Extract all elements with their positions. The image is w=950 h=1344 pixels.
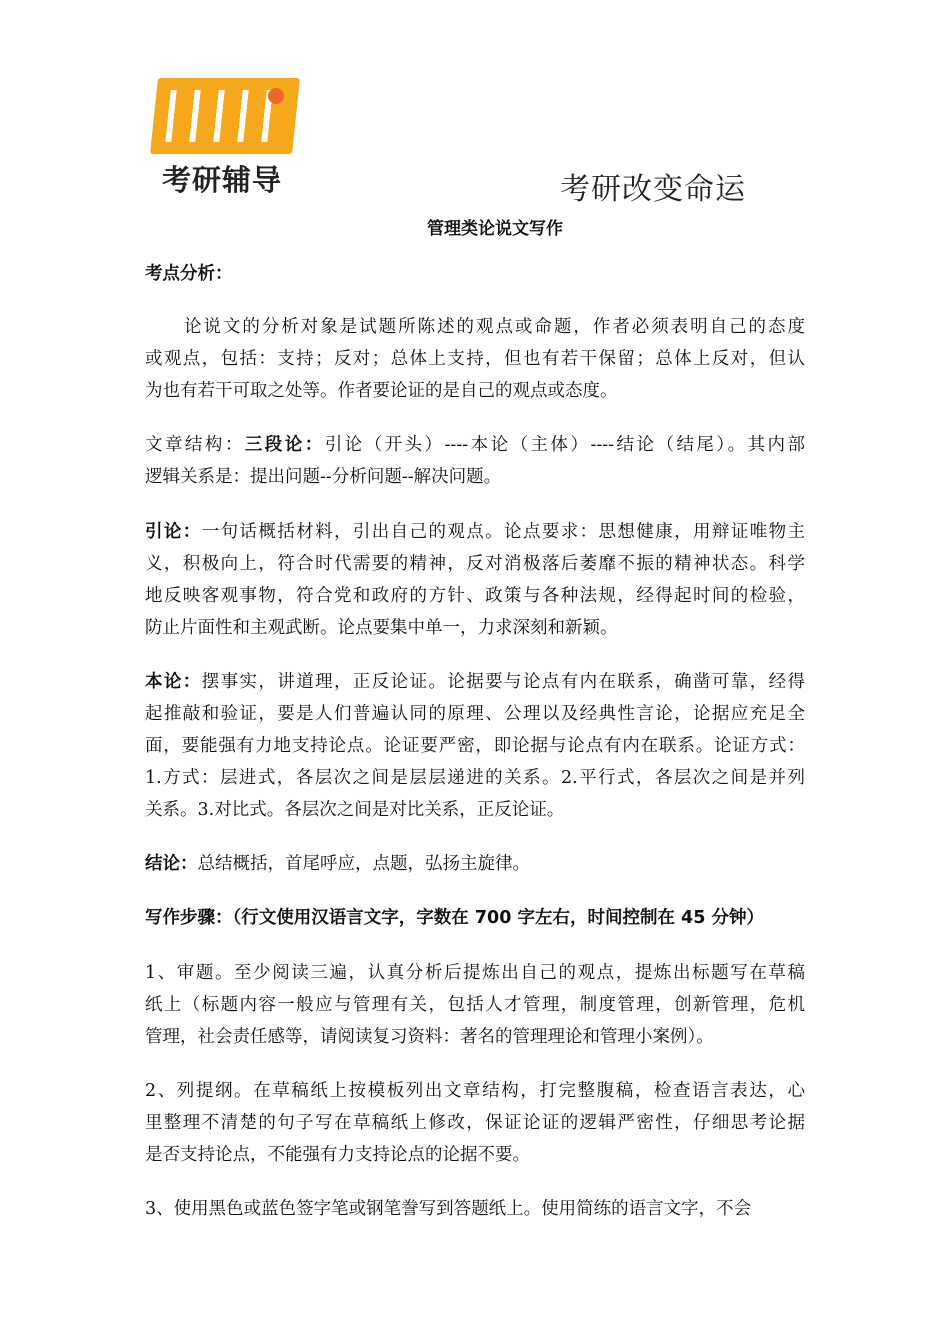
text-segment: 为也有若干可取之处等。作者要论证的是自己的观点或态度。: [145, 381, 618, 401]
text-line: [145, 1193, 805, 1225]
text-segment: 起推敲和验证，要是人们普遍认同的原理、公理以及经典性言论，论据应充足全: [145, 704, 805, 724]
brand-logo: [150, 78, 300, 198]
bold-label: 三段论：: [244, 435, 325, 455]
text-segment: 逻辑关系是：提出问题--分析问题--解决问题。: [145, 467, 502, 487]
paragraph: [145, 957, 805, 1053]
text-line: [145, 1139, 805, 1171]
text-line: [145, 666, 805, 698]
text-segment: 3、使用黑色或蓝色签字笔或钢笔誊写到答题纸上。使用简练的语言文字，不会: [145, 1199, 752, 1219]
bold-label: 考点分析：: [145, 264, 233, 284]
paragraph: [145, 258, 805, 290]
bold-label: 结论：: [145, 854, 198, 874]
paragraph: [145, 666, 805, 826]
text-line: [145, 461, 805, 493]
bold-label: 引论：: [145, 522, 202, 542]
text-segment: 或观点，包括：支持；反对；总体上支持，但也有若干保留；总体上反对，但认: [145, 349, 805, 369]
bold-label: 写作步骤：（行文使用汉语言文字，字数在 700 字左右，时间控制在 45 分钟）: [145, 908, 765, 928]
text-segment: 引论（开头）----本论（主体）----结论（结尾）。其内部: [324, 435, 806, 455]
text-segment: 1.方式：层进式，各层次之间是层层递进的关系。2.平行式，各层次之间是并列: [145, 768, 805, 788]
text-line: [145, 612, 805, 644]
text-line: [145, 375, 805, 407]
text-line: [145, 1075, 805, 1107]
text-segment: 是否支持论点，不能强有力支持论点的论据不要。: [145, 1145, 530, 1165]
bold-label: 本论：: [145, 672, 202, 692]
paragraph: [145, 311, 805, 407]
text-segment: 地反映客观事物，符合党和政府的方针、政策与各种法规，经得起时间的检验，: [145, 586, 805, 606]
text-line: [145, 698, 805, 730]
document-title: 管理类论说文写作: [427, 219, 563, 239]
text-line: [145, 580, 805, 612]
text-segment: 纸上（标题内容一般应与管理有关，包括人才管理，制度管理，创新管理，危机: [145, 995, 805, 1015]
text-line: [145, 957, 805, 989]
paragraph: [145, 902, 805, 934]
text-line: [145, 516, 805, 548]
paragraph: [145, 1075, 805, 1171]
text-line: [145, 902, 805, 934]
logo-dot: [268, 88, 284, 104]
text-segment: 管理，社会责任感等，请阅读复习资料：著名的管理理论和管理小案例）。: [145, 1027, 714, 1047]
text-line: [145, 989, 805, 1021]
text-segment: 2、列提纲。在草稿纸上按模板列出文章结构，打完整腹稿，检查语言表达，心: [145, 1081, 805, 1101]
text-segment: 里整理不清楚的句子写在草稿纸上修改，保证论证的逻辑严密性，仔细思考论据: [145, 1113, 805, 1133]
paragraph: [145, 1193, 805, 1225]
text-line: [145, 1021, 805, 1053]
text-line: [145, 848, 805, 880]
text-line: [145, 343, 805, 375]
text-segment: 摆事实，讲道理，正反论证。论据要与论点有内在联系，确凿可靠，经得: [201, 672, 806, 692]
text-segment: 总结概括，首尾呼应，点题，弘扬主旋律。: [197, 854, 530, 874]
paragraph: [145, 516, 805, 644]
logo-subtitle: 考研辅导: [162, 163, 283, 197]
header-slogan: 考研改变命运: [560, 172, 746, 207]
text-segment: 文章结构：: [145, 435, 245, 455]
text-segment: 义，积极向上，符合时代需要的精神，反对消极落后萎靡不振的精神状态。科学: [145, 554, 805, 574]
text-segment: 面，要能强有力地支持论点。论证要严密，即论据与论点有内在联系。论证方式：: [145, 736, 805, 756]
text-segment: 一句话概括材料，引出自己的观点。论点要求：思想健康，用辩证唯物主: [201, 522, 806, 542]
text-line: [145, 311, 805, 343]
text-segment: 防止片面性和主观武断。论点要集中单一，力求深刻和新颖。: [145, 618, 618, 638]
text-line: [145, 762, 805, 794]
text-line: [145, 794, 805, 826]
text-line: [145, 1107, 805, 1139]
text-segment: 1、审题。至少阅读三遍，认真分析后提炼出自己的观点，提炼出标题写在草稿: [145, 963, 805, 983]
text-line: [145, 730, 805, 762]
text-line: [145, 548, 805, 580]
paragraph: [145, 848, 805, 880]
text-line: [145, 429, 805, 461]
text-line: [145, 258, 805, 290]
text-segment: 论说文的分析对象是试题所陈述的观点或命题，作者必须表明自己的态度: [145, 317, 805, 337]
text-segment: 关系。3.对比式。各层次之间是对比关系，正反论证。: [145, 800, 565, 820]
paragraph: [145, 429, 805, 493]
